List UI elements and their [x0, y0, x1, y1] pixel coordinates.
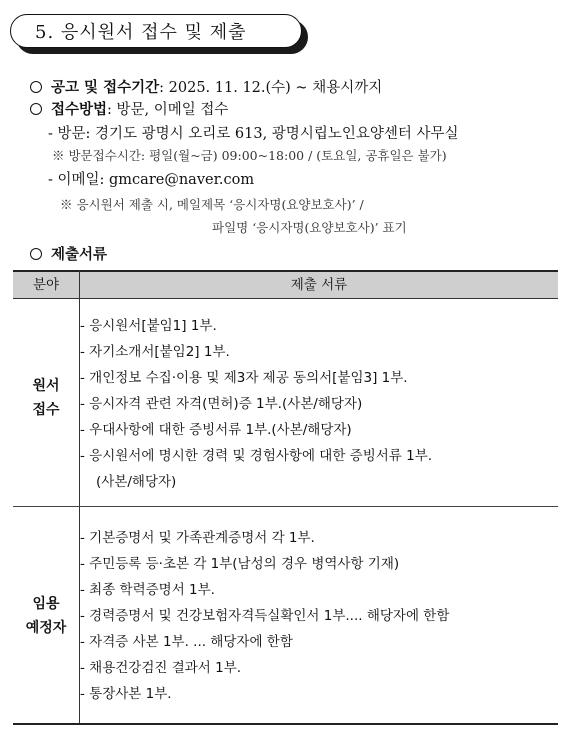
list-item: - 경력증명서 및 건강보험자격득실확인서 1부.... 해당자에 한함	[80, 608, 450, 624]
method-label: 접수방법	[51, 101, 108, 118]
method-line	[30, 98, 228, 119]
period-value: : 2025. 11. 12.(수) ~ 채용시까지	[159, 80, 383, 96]
list-item: - 최종 학력증명서 1부.	[80, 582, 215, 598]
category-line: 예정자	[25, 620, 67, 636]
list-item: - 채용건강검진 결과서 1부.	[80, 660, 242, 676]
email-note-2: 파일명 ‘응시자명(요양보호사)’ 표기	[212, 220, 407, 235]
category-line: 임용	[32, 596, 60, 612]
section-title-badge	[10, 14, 310, 56]
visit-note: ※ 방문접수시간: 평일(월~금) 09:00~18:00 / (토요일, 공휴일은 불가)	[52, 148, 447, 163]
visit-line: - 방문: 경기도 광명시 오리로 613, 광명시립노인요양센터 사무실	[48, 126, 459, 142]
docs-heading	[30, 243, 107, 264]
period-line	[30, 76, 382, 97]
list-item: - 자격증 사본 1부. ... 해당자에 한함	[80, 634, 293, 650]
category-line: 원서	[32, 378, 60, 394]
list-item: - 주민등록 등·초본 각 1부(남성의 경우 병역사항 기재)	[80, 556, 400, 572]
list-item: - 통장사본 1부.	[80, 686, 172, 702]
circle-bullet-icon	[30, 103, 42, 115]
list-item: (사본/해당자)	[96, 474, 177, 490]
table-bottom-border	[13, 723, 558, 725]
list-item: - 개인정보 수집·이용 및 제3자 제공 동의서[붙임3] 1부.	[80, 370, 408, 386]
email-note-1: ※ 응시원서 제출 시, 메일제목 ‘응시자명(요양보호사)’ /	[60, 197, 364, 212]
category-line: 접수	[32, 402, 60, 418]
list-item: - 응시원서에 명시한 경력 및 경험사항에 대한 증빙서류 1부.	[80, 448, 433, 464]
row-divider	[13, 506, 558, 507]
header-category: 분야	[32, 277, 60, 293]
list-item: - 우대사항에 대한 증빙서류 1부.(사본/해당자)	[80, 422, 352, 438]
list-item: - 응시원서[붙임1] 1부.	[80, 318, 217, 334]
table-header	[13, 270, 558, 299]
method-value: : 방문, 이메일 접수	[107, 102, 229, 118]
list-item: - 응시자격 관련 자격(면허)증 1부.(사본/해당자)	[80, 396, 363, 412]
circle-bullet-icon	[30, 248, 42, 260]
email-line: - 이메일: gmcare@naver.com	[48, 172, 255, 188]
category-appointee	[13, 592, 79, 640]
list-item: - 기본증명서 및 가족관계증명서 각 1부.	[80, 530, 315, 546]
list-item: - 자기소개서[붙임2] 1부.	[80, 344, 230, 360]
category-application	[13, 374, 79, 422]
circle-bullet-icon	[30, 81, 42, 93]
documents-table	[13, 270, 558, 725]
period-label: 공고 및 접수기간	[51, 79, 160, 96]
docs-label: 제출서류	[51, 246, 108, 263]
header-documents: 제출 서류	[290, 277, 348, 293]
section-title: 5. 응시원서 접수 및 제출	[10, 14, 302, 48]
